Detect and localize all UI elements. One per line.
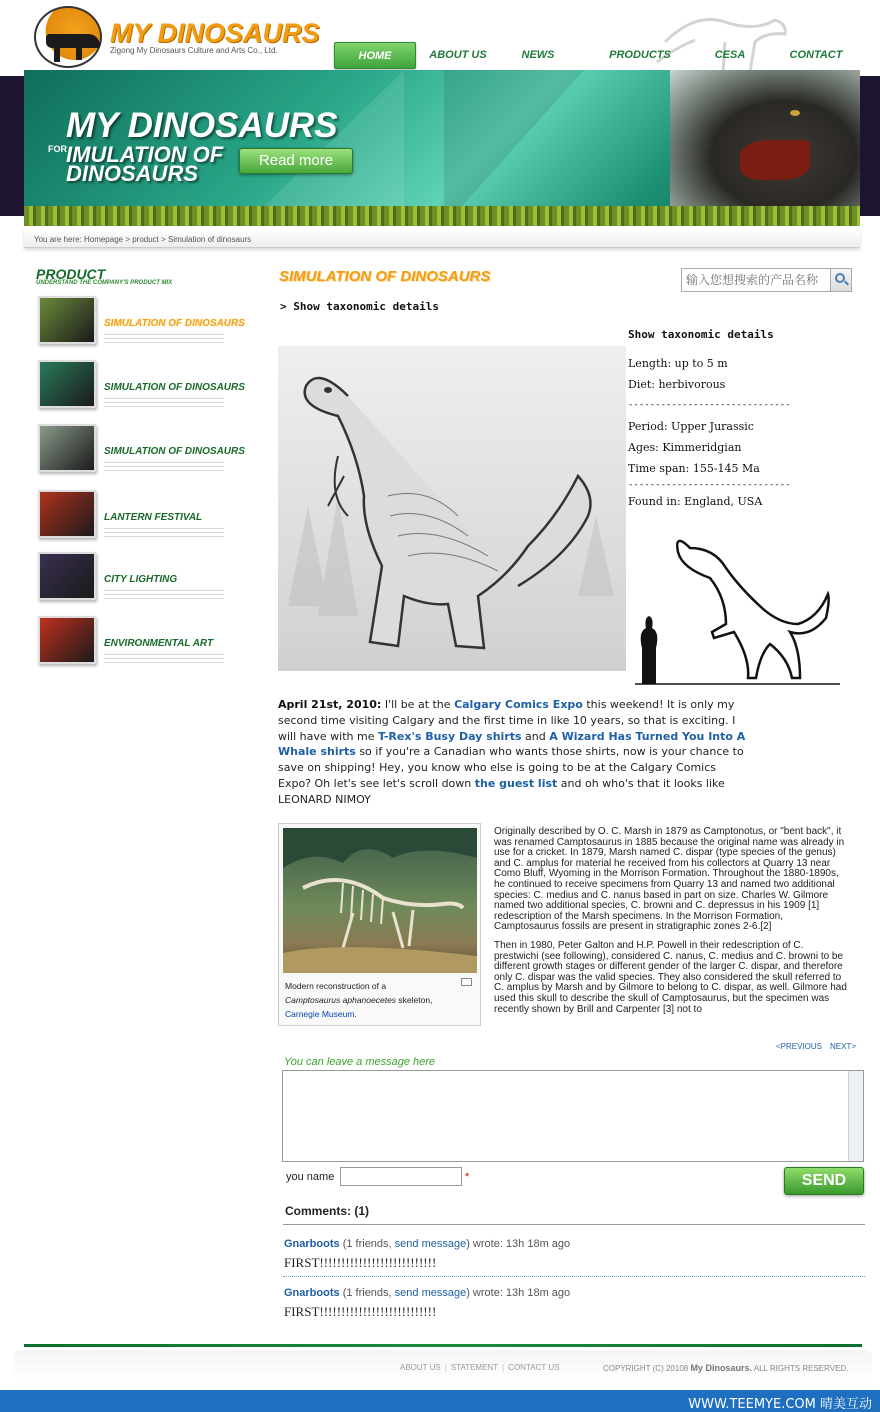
copyright-brand: My Dinosaurs. (690, 1363, 752, 1373)
taxonomy-time-span: Time span: 155-145 Ma (628, 462, 760, 475)
blog-text: I'll be at the (381, 698, 455, 711)
figure-caption (285, 979, 475, 1021)
search-button[interactable] (830, 268, 852, 292)
grass-strip (24, 206, 860, 226)
message-textarea[interactable] (282, 1070, 864, 1162)
comment-friends: (1 friends, (342, 1238, 395, 1250)
taxonomy-heading: Show taxonomic details (628, 328, 774, 341)
comments-heading: Comments: (1) (285, 1204, 370, 1218)
sidebar-thumbnail (38, 360, 96, 408)
message-label: You can leave a message here (284, 1056, 436, 1068)
sidebar-thumbnail (38, 296, 96, 344)
footer-link-contact-us[interactable]: CONTACT US (508, 1363, 560, 1372)
sidebar-item[interactable] (34, 360, 264, 418)
sidebar-item-label: CITY LIGHTING (104, 574, 178, 585)
comment-timestamp: ) wrote: 13h 18m ago (466, 1287, 571, 1299)
hero-banner (24, 70, 860, 226)
trex-image (670, 70, 860, 226)
blog-date: April 21st, 2010: (278, 698, 382, 711)
send-message-link[interactable]: send message (394, 1287, 467, 1299)
sidebar-item[interactable] (34, 616, 264, 674)
sidebar-item[interactable] (34, 296, 264, 354)
size-comparison-silhouette (630, 528, 842, 688)
sidebar-item[interactable] (34, 552, 264, 610)
divider (283, 1224, 865, 1225)
logo[interactable] (34, 6, 320, 68)
sidebar-item[interactable] (34, 490, 264, 548)
comment (284, 1287, 864, 1320)
link-wizard-whale-shirts[interactable]: A Wizard Has Turned You Into A Whale shirts (278, 729, 746, 759)
sidebar-item[interactable] (34, 424, 264, 482)
logo-subtitle: Zigong My Dinosaurs Culture and Arts Co., Ltd. (110, 46, 278, 55)
taxonomy-separator: ------------------------------ (628, 400, 791, 410)
copyright-text: ALL RIGHTS RESERVED. (751, 1364, 849, 1373)
blog-text: so if you're a Canadian who wants those shirts, now is your chance to save on shipping! Hey, you know who else is going to be at the Calgary Comics Expo? Oh let's see let's scroll down (278, 745, 744, 790)
taxonomy-ages: Ages: Kimmeridgian (628, 441, 742, 454)
article-text (494, 827, 850, 1023)
copyright (603, 1363, 848, 1373)
nav-contact[interactable]: CONTACT (789, 49, 843, 61)
breadcrumb: You are here: Homepage > product > Simulation of dinosaurs (34, 235, 252, 244)
taxonomy-found-in: Found in: England, USA (628, 495, 763, 508)
banner-title: MY DINOSAURS (66, 106, 338, 145)
sidebar-item-label: SIMULATION OF DINOSAURS (104, 382, 245, 393)
sidebar-thumbnail (38, 490, 96, 538)
message-scrollbar[interactable] (848, 1071, 863, 1161)
required-mark: * (465, 1171, 470, 1183)
nav-about-us[interactable]: ABOUT US (429, 49, 487, 61)
page-title: SIMULATION OF DINOSAURS (279, 268, 491, 285)
footer-link-about-us[interactable]: ABOUT US (400, 1363, 441, 1372)
nav-home[interactable]: HOME (334, 42, 416, 69)
pager (776, 1042, 864, 1051)
name-input[interactable] (340, 1167, 462, 1186)
sidebar-item-description (104, 526, 224, 540)
blog-post (278, 697, 748, 808)
dinosaur-illustration (278, 346, 626, 671)
comment-user-link[interactable]: Gnarboots (284, 1287, 340, 1299)
taxonomy-diet: Diet: herbivorous (628, 378, 726, 391)
show-taxonomic-details-toggle[interactable]: > Show taxonomic details (280, 300, 439, 313)
comment-user-link[interactable]: Gnarboots (284, 1238, 340, 1250)
sidebar-item-description (104, 396, 224, 410)
sidebar-item-label: ENVIRONMENTAL ART (104, 638, 214, 649)
taxonomy-length: Length: up to 5 m (628, 357, 728, 370)
sidebar-item-description (104, 332, 224, 346)
sidebar-thumbnail (38, 424, 96, 472)
enlarge-icon[interactable] (461, 978, 472, 986)
send-message-link[interactable]: send message (394, 1238, 467, 1250)
sidebar-item-label: SIMULATION OF DINOSAURS (104, 446, 245, 457)
article-paragraph: Originally described by O. C. Marsh in 1879 as Camptonotus, or "bent back", it was renamed Camptosaurus in 1885 because the original name was already in use for a cricket. In 1879, Marsh named C. dispar (type species of the genus) and C. amplus for material he received from his collectors at Quarry 13 near Como Bluff, Wyoming in the Morrison Formation. Throughout the 1880-1890s, he continued to receive specimens from Quarry 13 and named two additional species: C. medius and C. nanus based in part on size. Charles W. Gilmore named two additional species, C. browni and C. depressus in his 1909 [1] redescription of the Marsh specimens. In the Morrison Formation, Camptosaurus fossils are present in stratigraphic zones 2-6.[2] (494, 826, 845, 933)
previous-link[interactable]: <PREVIOUS (776, 1042, 823, 1051)
caption-text: . (354, 1009, 357, 1019)
taxonomy-period: Period: Upper Jurassic (628, 420, 754, 433)
sidebar-thumbnail (38, 616, 96, 664)
link-trex-shirts[interactable]: T-Rex's Busy Day shirts (377, 729, 522, 743)
nav-cesa[interactable]: CESA (714, 49, 746, 61)
blog-text: this weekend! It is only my second time visiting Calgary and the first time in like 10 years, so that is exciting. I will have with me (278, 698, 736, 743)
name-label: you name (286, 1171, 335, 1183)
watermark-bar (0, 1390, 880, 1412)
caption-species: Camptosaurus aphanoecetes (285, 995, 397, 1005)
comment-body: FIRST!!!!!!!!!!!!!!!!!!!!!!!!!!! (284, 1255, 437, 1270)
footer-rule (24, 1344, 862, 1347)
read-more-button[interactable]: Read more (239, 148, 353, 174)
send-button[interactable]: SEND (784, 1167, 864, 1195)
taxonomy-panel (628, 328, 828, 512)
link-guest-list[interactable]: the guest list (474, 776, 558, 790)
figure-thumbnail-box (278, 823, 481, 1026)
comment-friends: (1 friends, (342, 1287, 395, 1299)
sidebar-item-description (104, 588, 224, 602)
main-nav (330, 42, 850, 70)
sidebar-item-label: SIMULATION OF DINOSAURS (104, 318, 245, 329)
logo-title: MY DINOSAURS (110, 18, 320, 48)
taxonomy-separator-2: ------------------------------ (628, 480, 791, 490)
copyright-text: COPYRIGHT (C) 20108 (603, 1364, 691, 1373)
banner-subtitle-line1: IMULATION OF (66, 142, 224, 167)
sidebar-item-description (104, 652, 224, 666)
sidebar-title: PRODUCT (36, 266, 106, 282)
link-calgary-comics-expo[interactable]: Calgary Comics Expo (454, 698, 583, 711)
banner-subtitle-line2: DINOSAURS (66, 161, 199, 186)
blog-text: and (521, 729, 550, 743)
footer-link-statement[interactable]: STATEMENT (450, 1363, 499, 1372)
nav-products[interactable]: PRODUCTS (609, 49, 671, 61)
banner-for: FOR (48, 144, 67, 154)
comment (284, 1238, 864, 1271)
comment-body: FIRST!!!!!!!!!!!!!!!!!!!!!!!!!!! (284, 1304, 437, 1319)
dinosaur-logo-icon (34, 6, 102, 68)
search-input[interactable] (681, 268, 831, 292)
blog-text: and oh who's that it looks like LEONARD NIMOY (278, 776, 725, 806)
sidebar-thumbnail (38, 552, 96, 600)
divider (283, 1276, 865, 1277)
caption-text: skeleton, (396, 995, 433, 1005)
link-carnegie-museum[interactable]: Carnegie Museum (285, 1009, 355, 1019)
nav-news[interactable]: NEWS (521, 49, 555, 61)
footer-links: ABOUT US | STATEMENT | CONTACT US (400, 1363, 560, 1372)
skeleton-photo[interactable] (283, 828, 477, 973)
comment-timestamp: ) wrote: 13h 18m ago (466, 1238, 571, 1250)
watermark: WWW.TEEMYE.COM 晴美互动 (688, 1397, 872, 1412)
sidebar-item-label: LANTERN FESTIVAL (104, 512, 203, 523)
article-paragraph: Then in 1980, Peter Galton and H.P. Powell in their redescription of C. prestwichi (see following), considered C. nanus, C. medius and C. browni to be different growth stages or different gender of the larger C. dispar, and therefore only C. dispar was the valid species. They also considered the skull referred to C. amplus by Marsh and by Gilmore to belong to C. dispar, as well. Gilmore had used this skull to describe the skull of Camptosaurus, but the specimen was recently shown by Brill and Carpenter [3] not to (494, 939, 847, 1015)
next-link[interactable]: NEXT> (830, 1042, 857, 1051)
caption-text: Modern reconstruction of a (285, 981, 387, 991)
sidebar-item-description (104, 460, 224, 474)
sidebar-subtitle: UNDERSTAND THE COMPANY'S PRODUCT MIX (36, 280, 173, 286)
